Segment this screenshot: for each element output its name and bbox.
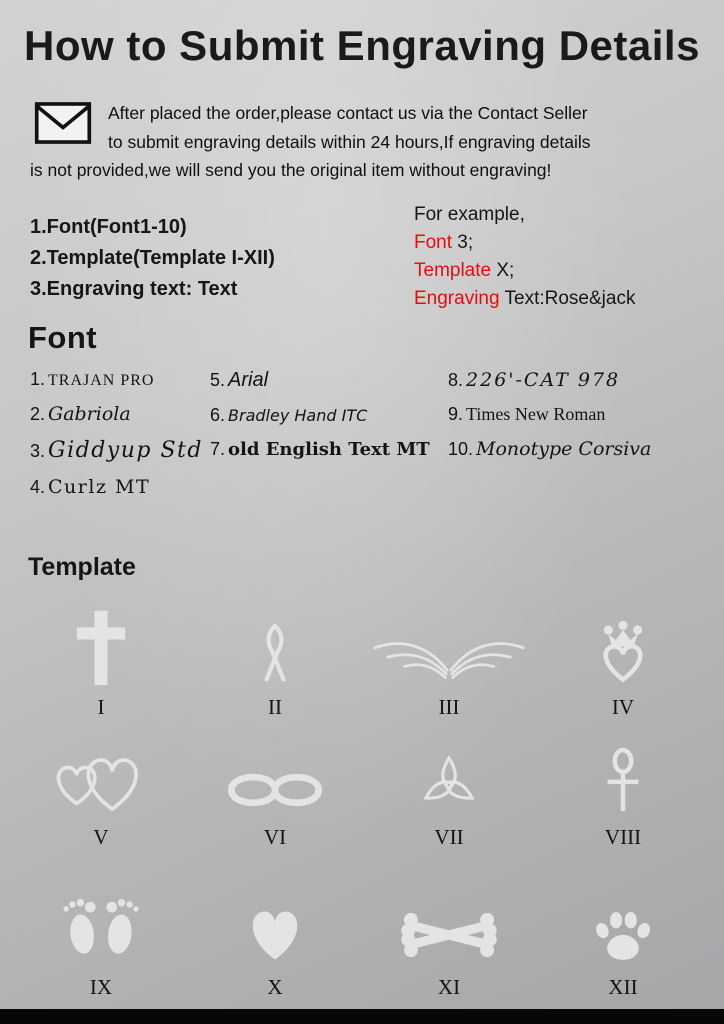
template-numeral: IV <box>611 695 635 719</box>
crossed-bones-icon <box>388 850 510 965</box>
font-list <box>30 369 700 511</box>
template-item <box>536 592 710 720</box>
trinity-knot-icon <box>417 720 481 815</box>
example-line <box>414 229 635 257</box>
font-item: 6. Bradley Hand ITC <box>210 405 368 425</box>
template-numeral: III <box>438 695 460 719</box>
example-keyword: Engraving <box>414 288 500 309</box>
font-column-1 <box>30 369 210 511</box>
template-section-heading: Template <box>28 553 136 581</box>
template-numeral: XII <box>608 975 638 999</box>
template-item <box>14 592 188 720</box>
example-line <box>414 257 635 285</box>
font-item: 8. 226'-CAT 978 <box>448 369 621 391</box>
font-item: 3. Giddyup Std <box>30 438 203 463</box>
example-heading: For example, <box>414 204 525 225</box>
paw-print-icon <box>590 850 656 965</box>
template-grid <box>14 592 710 1000</box>
template-numeral: VII <box>434 825 464 849</box>
example-line <box>414 285 635 313</box>
template-item <box>362 850 536 1000</box>
infinity-icon <box>220 720 330 815</box>
template-item <box>362 720 536 850</box>
font-item: 7. old English Text MT <box>210 439 430 460</box>
template-numeral: IX <box>89 975 113 999</box>
template-numeral: X <box>267 975 283 999</box>
template-item <box>362 592 536 720</box>
template-numeral: I <box>97 695 105 719</box>
cross-icon <box>73 592 129 685</box>
template-item <box>188 720 362 850</box>
template-item <box>536 720 710 850</box>
notice-line: After placed the order,please contact us via the Contact Seller <box>108 103 588 123</box>
font-column-3 <box>448 369 700 511</box>
font-item: 1. TRAJAN PRO <box>30 369 155 389</box>
bottom-bar <box>0 1009 724 1024</box>
page-title: How to Submit Engraving Details <box>24 22 700 69</box>
steps-list <box>30 212 275 305</box>
notice-line: to submit engraving details within 24 hours,If engraving details <box>108 131 591 152</box>
font-item: 4. Curlz MT <box>30 476 151 498</box>
ankh-icon <box>603 720 643 815</box>
template-numeral: II <box>268 695 282 719</box>
double-hearts-icon <box>43 720 159 815</box>
notice-text <box>30 99 702 185</box>
font-item: 9. Times New Roman <box>448 404 606 424</box>
font-section-heading: Font <box>28 320 98 355</box>
font-item: 5. Arial <box>210 369 269 391</box>
font-column-2 <box>210 369 448 511</box>
notice-line: is not provided,we will send you the original item without engraving! <box>30 160 552 180</box>
template-item <box>14 720 188 850</box>
template-numeral: VI <box>263 825 287 849</box>
template-item <box>188 850 362 1000</box>
font-item: 2. Gabriola <box>30 403 131 425</box>
example-keyword: Template <box>414 260 492 281</box>
step-item: 1.Font(Font1-10) <box>30 216 187 238</box>
font-item: 10. Monotype Corsiva <box>448 438 652 460</box>
footprints-icon <box>58 850 144 965</box>
example-keyword: Font <box>414 232 453 253</box>
example-value: 3; <box>452 232 474 253</box>
heart-icon <box>239 850 311 965</box>
angel-wings-icon <box>365 592 533 685</box>
awareness-ribbon-icon <box>254 592 296 685</box>
step-item: 3.Engraving text: Text <box>30 278 238 300</box>
example-value: Text:Rose&jack <box>499 288 636 309</box>
example-block <box>414 201 635 313</box>
example-value: X; <box>491 260 515 281</box>
template-item <box>536 850 710 1000</box>
template-numeral: VIII <box>604 825 642 849</box>
step-item: 2.Template(Template I-XII) <box>30 247 275 269</box>
template-numeral: V <box>93 825 109 849</box>
crowned-heart-icon <box>590 592 656 685</box>
template-item <box>14 850 188 1000</box>
template-item <box>188 592 362 720</box>
template-numeral: XI <box>437 975 461 999</box>
